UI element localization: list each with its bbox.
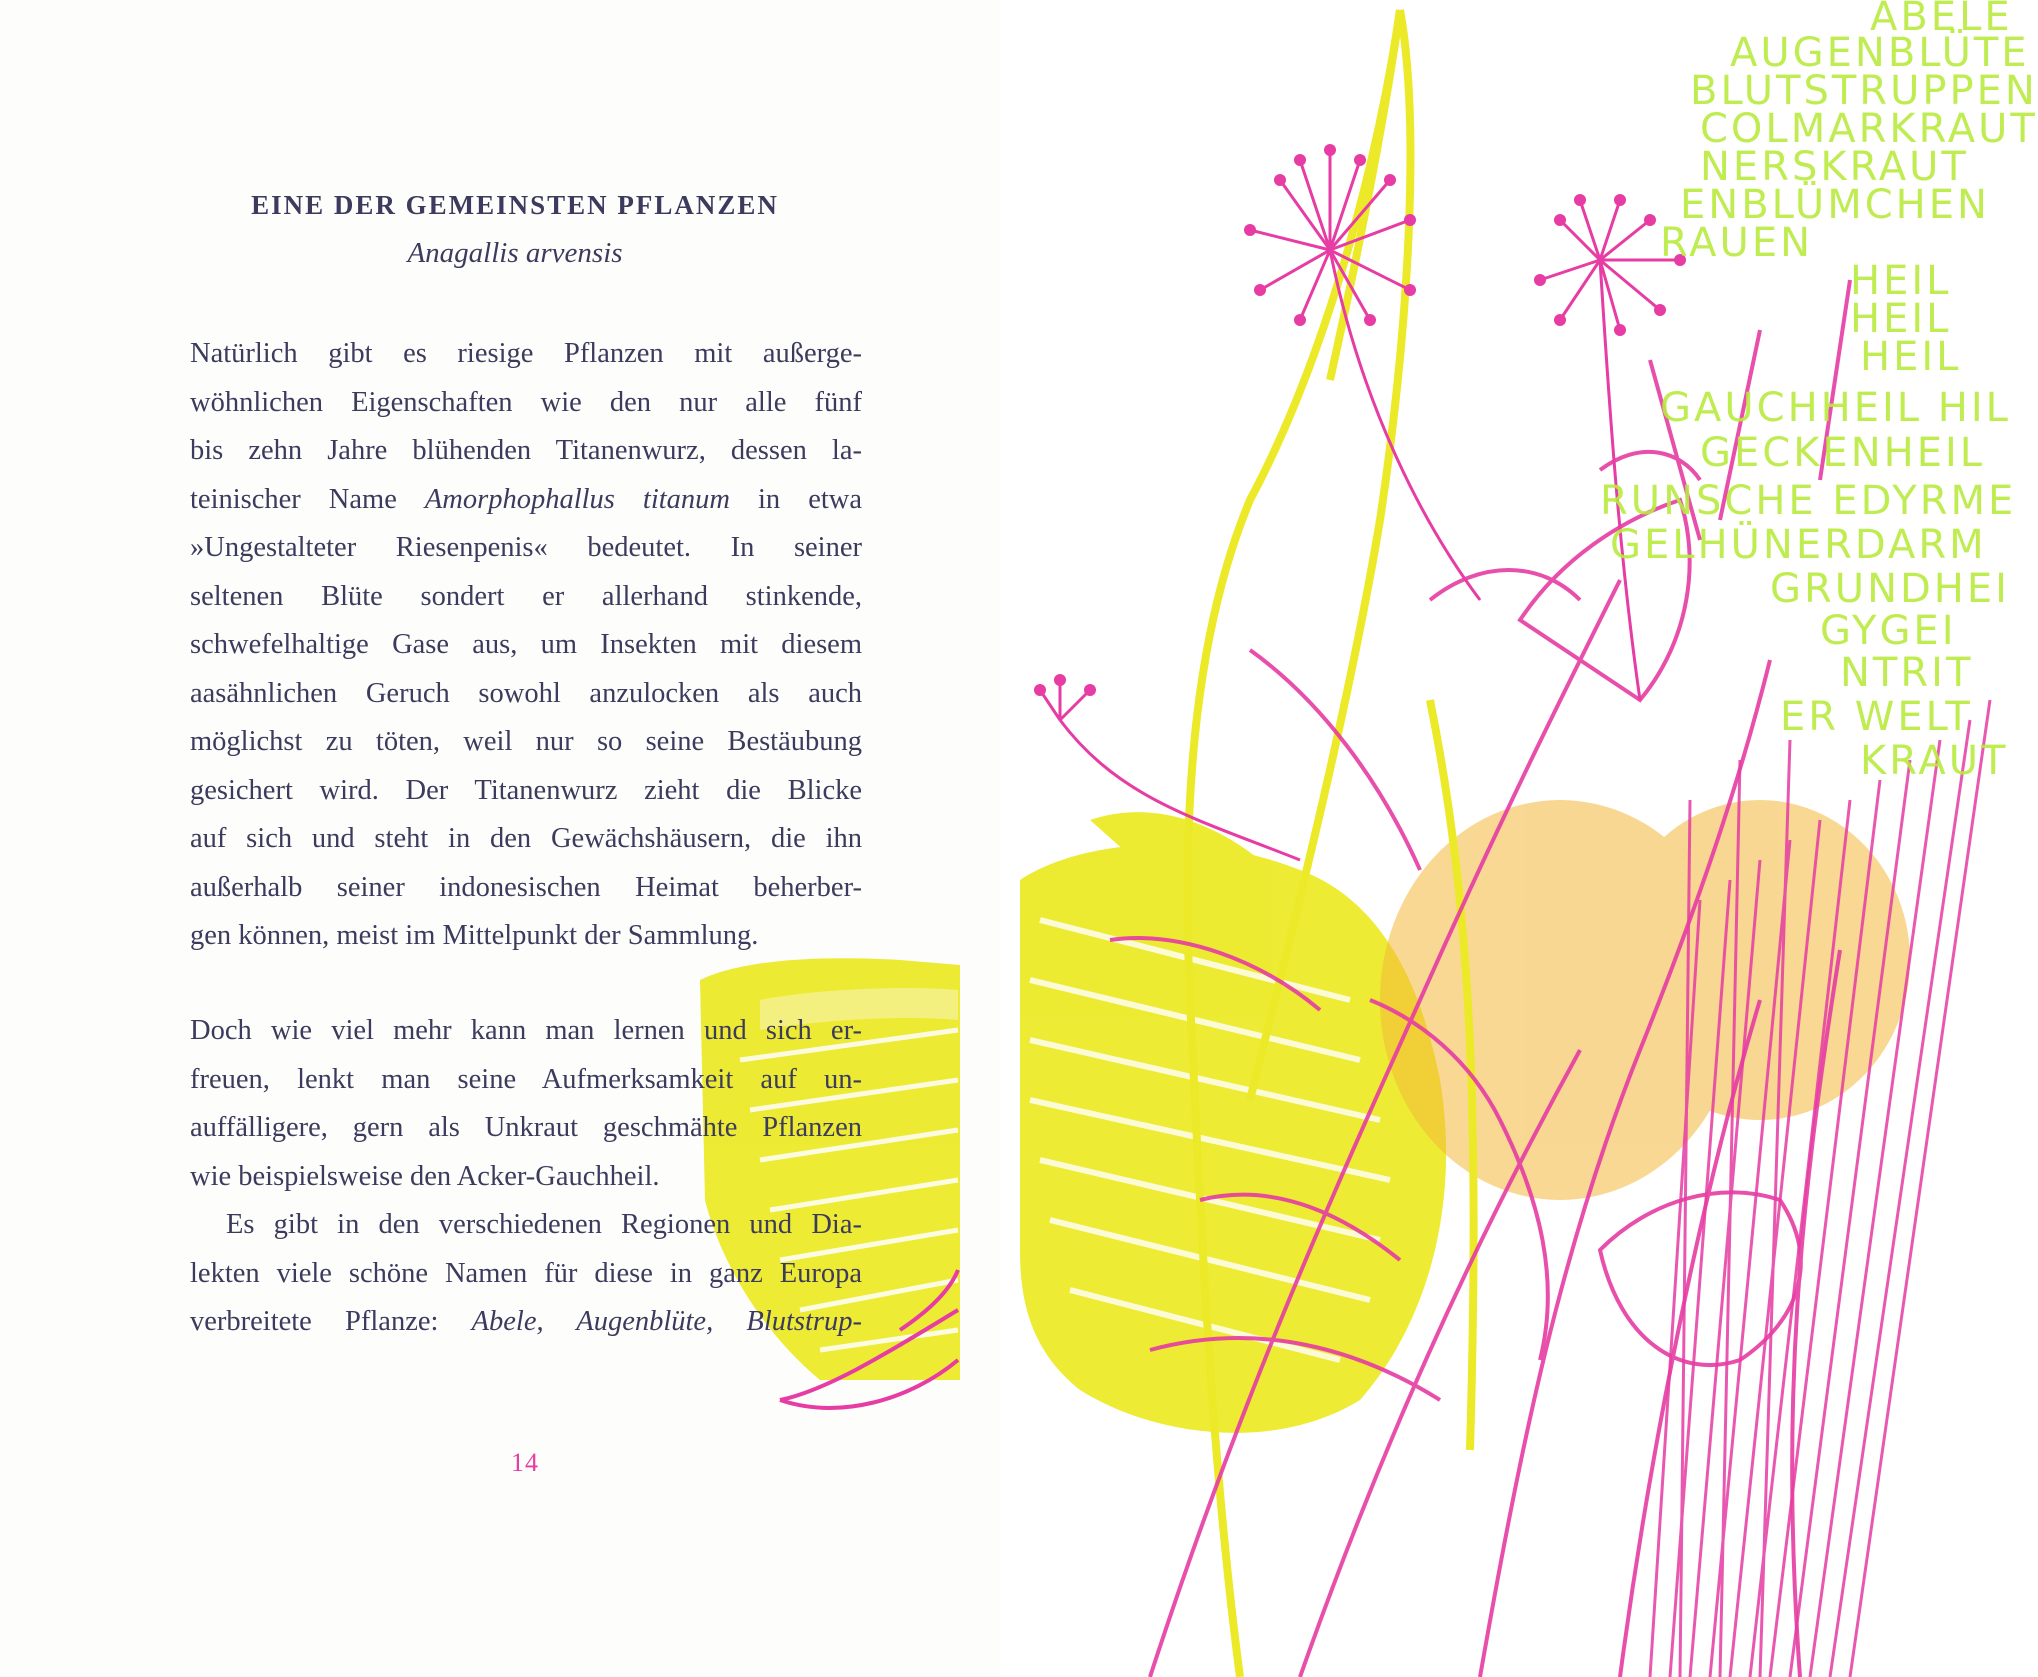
plant-name: AUGENBLÜTE [1730, 30, 2030, 76]
plant-name: HEIL [1850, 258, 1952, 304]
text-line: lekten viele schöne Namen für diese in ganz Europa [190, 1257, 862, 1289]
plant-name: NTRIT [1840, 650, 1974, 696]
text-line: freuen, lenkt man seine Aufmerksamkeit auf un- [190, 1063, 862, 1095]
plant-name: GAUCHHEIL HIL [1660, 385, 2011, 431]
paragraph-1 [190, 330, 862, 961]
text-line: seltenen Blüte sondert er allerhand stinkende, [190, 580, 862, 612]
plant-name: GYGEI [1820, 608, 1957, 654]
text-line: außerhalb seiner indonesischen Heimat beherber- [190, 871, 862, 903]
text-line: gen können, meist im Mittelpunkt der Sammlung. [190, 920, 759, 951]
text-fragment: teinischer Name [190, 483, 425, 515]
text-line [190, 1298, 862, 1347]
text-line: auffälligere, gern als Unkraut geschmähte Pflanzen [190, 1112, 862, 1143]
plant-name: KRAUT [1860, 738, 2009, 784]
page-number: 14 [511, 1448, 539, 1477]
plant-name: ABELE [1870, 0, 2013, 40]
text-line: aasähnlichen Geruch sowohl anzulocken als auch [190, 677, 862, 709]
text-line: Natürlich gibt es riesige Pflanzen mit außerge- [190, 338, 862, 369]
plant-name: RAUEN [1660, 220, 1814, 266]
text-line: Doch wie viel mehr kann man lernen und sich er- [190, 1015, 862, 1046]
plant-names-italic: Abele, Augenblüte, Blutstrup- [471, 1306, 862, 1337]
plant-name: RUNSCHE EDYRME [1600, 478, 2017, 524]
plant-name: ER WELT [1780, 694, 1973, 740]
botanical-illustration [1000, 0, 2000, 1677]
text-line: »Ungestalteter Riesenpenis« bedeutet. In seiner [190, 532, 862, 563]
plant-name: NERSKRAUT [1700, 144, 1969, 190]
right-page [1000, 0, 2038, 1677]
text-line: möglichst zu töten, weil nur so seine Bestäubung [190, 726, 862, 757]
text-fragment: in etwa [730, 483, 862, 515]
text-line: wöhnlichen Eigenschaften wie den nur alle fünf [190, 386, 862, 418]
text-line: gesichert wird. Der Titanenwurz zieht die Blicke [190, 774, 862, 806]
plant-name: GECKENHEIL [1700, 430, 1986, 476]
text-line [190, 476, 862, 525]
text-line: schwefelhaltige Gase aus, um Insekten mit diesem [190, 629, 862, 660]
text-line: wie beispielsweise den Acker-Gauchheil. [190, 1160, 660, 1192]
plant-name: GRUNDHEI [1770, 566, 2010, 612]
plant-name: ENBLÜMCHEN [1680, 182, 1990, 228]
plant-name: COLMARKRAUT [1700, 106, 2038, 152]
text-line: Es gibt in den verschiedenen Regionen und Dia- [226, 1209, 862, 1240]
plant-name: HEIL [1850, 296, 1952, 342]
left-page [0, 0, 1000, 1677]
plant-name: GELHÜNERDARM [1610, 522, 1987, 568]
chapter-subtitle-latin: Anagallis arvensis [407, 237, 623, 269]
latin-name: Amorphophallus titanum [424, 483, 730, 515]
paragraph-2 [190, 1007, 862, 1347]
plant-name: HEIL [1860, 334, 1962, 380]
plant-name: BLUTSTRUPPEN [1690, 68, 2038, 114]
chapter-title: EINE DER GEMEINSTEN PFLANZEN [251, 190, 779, 220]
text-line: bis zehn Jahre blühenden Titanenwurz, dessen la- [190, 435, 862, 466]
text-line: auf sich und steht in den Gewächshäusern, die ihn [190, 823, 862, 854]
text-fragment: verbreitete Pflanze: [190, 1306, 472, 1337]
